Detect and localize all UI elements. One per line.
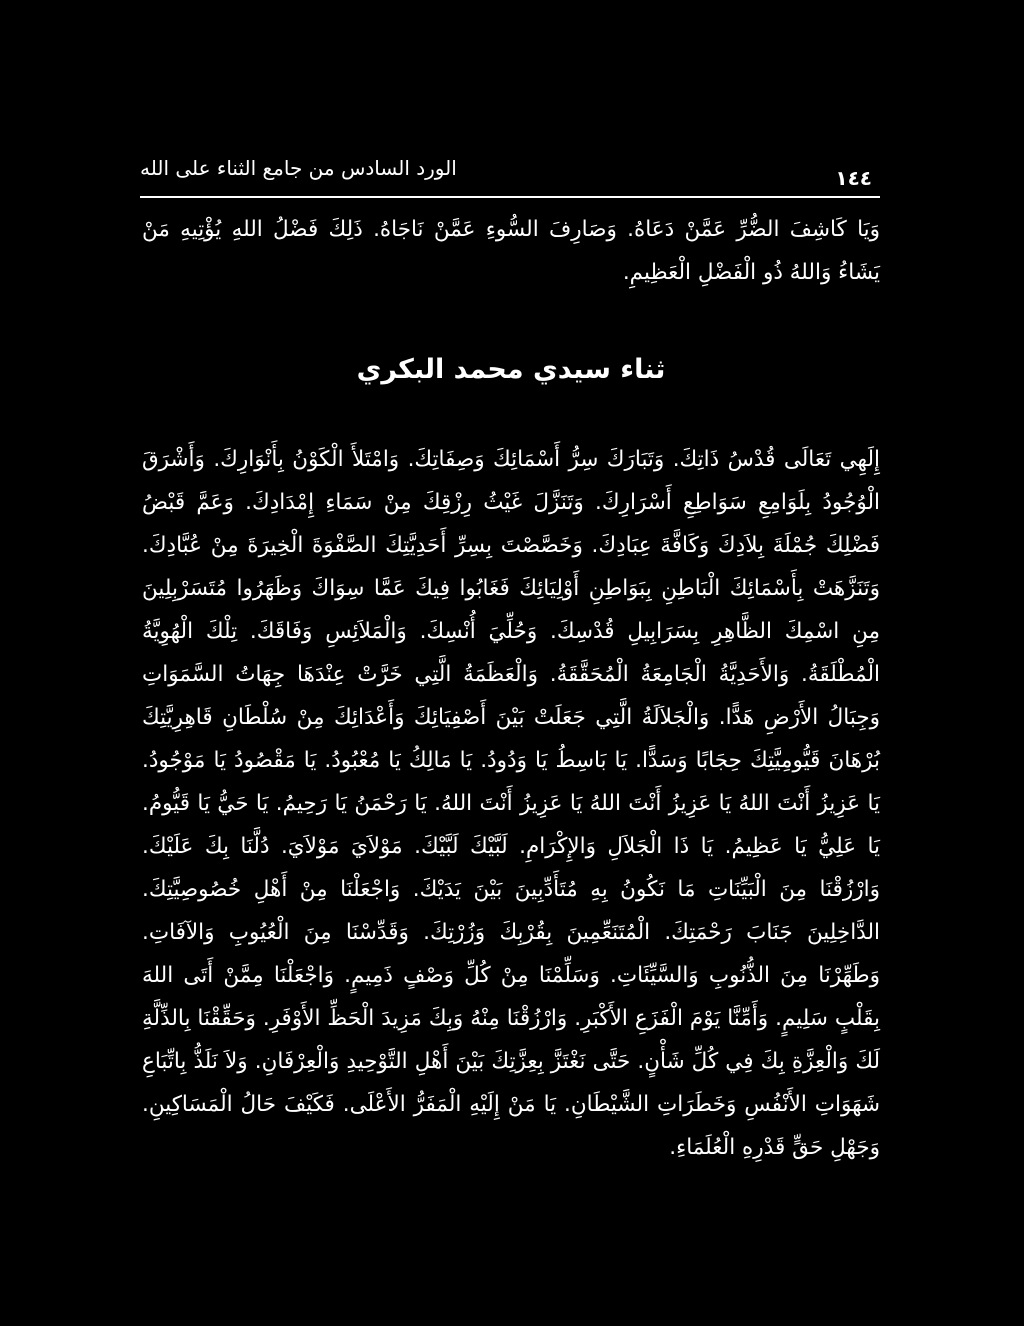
header-rule — [140, 196, 880, 198]
main-paragraph: إِلَهِي تَعَالَى قُدْسُ ذَاتِكَ. وَتَبَارَكَ سِرُّ أَسْمَائِكَ وَصِفَاتِكَ. وَامْتَلأَ الْكَوْنُ بِأَنْوَارِكَ. وَأَشْرَقَ الْوُجُودُ بِلَوَامِعِ سَوَاطِعِ أَسْرَارِكَ. وَتَنَزَّلَ غَيْثُ رِزْقِكَ مِنْ سَمَاءِ إِمْدَادِكَ. وَعَمَّ قَبْضُ فَضْلِكَ جُمْلَةَ بِلاَدِكَ وَكَافَّةَ عِبَادِكَ. وَخَصَّصْتَ بِسِرِّ أَحَدِيَّتِكَ الصَّفْوَةَ الْخِيرَةَ مِنْ عُبَّادِكَ. وَتَنَزَّهَتْ بِأَسْمَائِكَ الْبَاطِنِ بِبَوَاطِنِ أَوْلِيَائِكَ فَغَابُوا فِيكَ عَمَّا سِوَاكَ وَظَهَرُوا مُتَسَرْبِلِينَ مِنِ اسْمِكَ الظَّاهِرِ بِسَرَابِيلِ قُدْسِكَ. وَحُلِّيَ أُنْسِكَ. وَالْمَلاَئِسِ وَفَاقَكَ. تِلْكَ الْهُوِيَّةُ الْمُطْلَقَةُ. وَالأَحَدِيَّةُ الْجَامِعَةُ الْمُحَقَّقَةُ. وَالْعَظَمَةُ الَّتِي خَرَّتْ عِنْدَهَا جِهَاتُ السَّمَوَاتِ وَجِبَالُ الأَرْضِ هَدًّا. وَالْجَلاَلَةُ الَّتِي جَعَلَتْ بَيْنَ أَصْفِيَائِكَ وَأَعْدَائِكَ مِنْ سُلْطَانِ قَاهِرِيَّتِكَ بُرْهَانَ قَيُّومِيَّتِكَ حِجَابًا وَسَدًّا. يَا بَاسِطُ يَا وَدُودُ. يَا مَالِكُ يَا مُعْبُودُ. يَا مَقْصُودُ يَا مَوْجُودُ. يَا عَزِيزُ أَنْتَ اللهُ يَا عَزِيزُ أَنْتَ اللهُ يَا عَزِيزُ أَنْتَ اللهُ. يَا رَحْمَنُ يَا رَحِيمُ. يَا حَيُّ يَا قَيُّومُ. يَا عَلِيُّ يَا عَظِيمُ. يَا ذَا الْجَلاَلِ وَالإِكْرَامِ. لَبَّيْكَ لَبَّيْكَ. مَوْلاَيَ مَوْلاَيَ. دُلَّنَا بِكَ عَلَيْكَ. وَارْزُقْنَا مِنَ الْبَيِّنَاتِ مَا نَكُونُ بِهِ مُتَأَدِّبِينَ بَيْنَ يَدَيْكَ. وَاجْعَلْنَا مِنْ أَهْلِ خُصُوصِيَّتِكَ. الدَّاخِلِينَ جَنَابَ رَحْمَتِكَ. الْمُتَنَعِّمِينَ بِقُرْبِكَ وَزُرْتِكَ. وَقَدِّسْنَا مِنَ الْعُيُوبِ وَالآفَاتِ. وَطَهِّرْنَا مِنَ الذُّنُوبِ وَالسَّيِّئَاتِ. وَسَلِّمْنَا مِنْ كُلِّ وَصْفٍ ذَمِيمٍ. وَاجْعَلْنَا مِمَّنْ أَتَى اللهَ بِقَلْبٍ سَلِيمٍ. وَأَمِّنَّا يَوْمَ الْفَزَعِ الأَكْبَرِ. وَارْزُقْنَا مِنْهُ وَبِكَ مَزِيدَ الْحَظِّ الأَوْفَرِ. وَحَقِّقْنَا بِالذِّلَّةِ لَكَ وَالْعِزَّةِ بِكَ فِي كُلِّ شَأْنٍ. حَتَّى نَغْتَزَّ بِعِزَّتِكَ بَيْنَ أَهْلِ التَّوْحِيدِ وَالْعِرْفَانِ. وَلاَ نَلَذُّ بِاتِّبَاعِ شَهَوَاتِ الأَنْفُسِ وَخَطَرَاتِ الشَّيْطَانِ. يَا مَنْ إِلَيْهِ الْمَفَرُّ الأَعْلَى. فَكَيْفَ حَالُ الْمَسَاكِينِ. وَجَهْلِ حَقٍّ قَدْرِهِ الْعُلَمَاءِ. — [142, 447, 880, 1160]
main-paragraph-block — [142, 438, 880, 1169]
page-number: ١٤٤ — [835, 166, 872, 190]
intro-paragraph-block — [142, 208, 880, 294]
section-heading: ثناء سيدي محمد البكري — [356, 354, 666, 385]
intro-paragraph: وَيَا كَاشِفَ الضُّرِّ عَمَّنْ دَعَاهُ. وَصَارِفَ السُّوءِ عَمَّنْ نَاجَاهُ. ذَلِكَ فَضْلُ اللهِ يُؤْتِيهِ مَنْ يَشَاءُ وَاللهُ ذُو الْفَضْلِ الْعَظِيمِ. — [142, 217, 880, 285]
running-head — [140, 152, 880, 192]
running-title: الورد السادس من جامع الثناء على الله — [140, 156, 457, 180]
